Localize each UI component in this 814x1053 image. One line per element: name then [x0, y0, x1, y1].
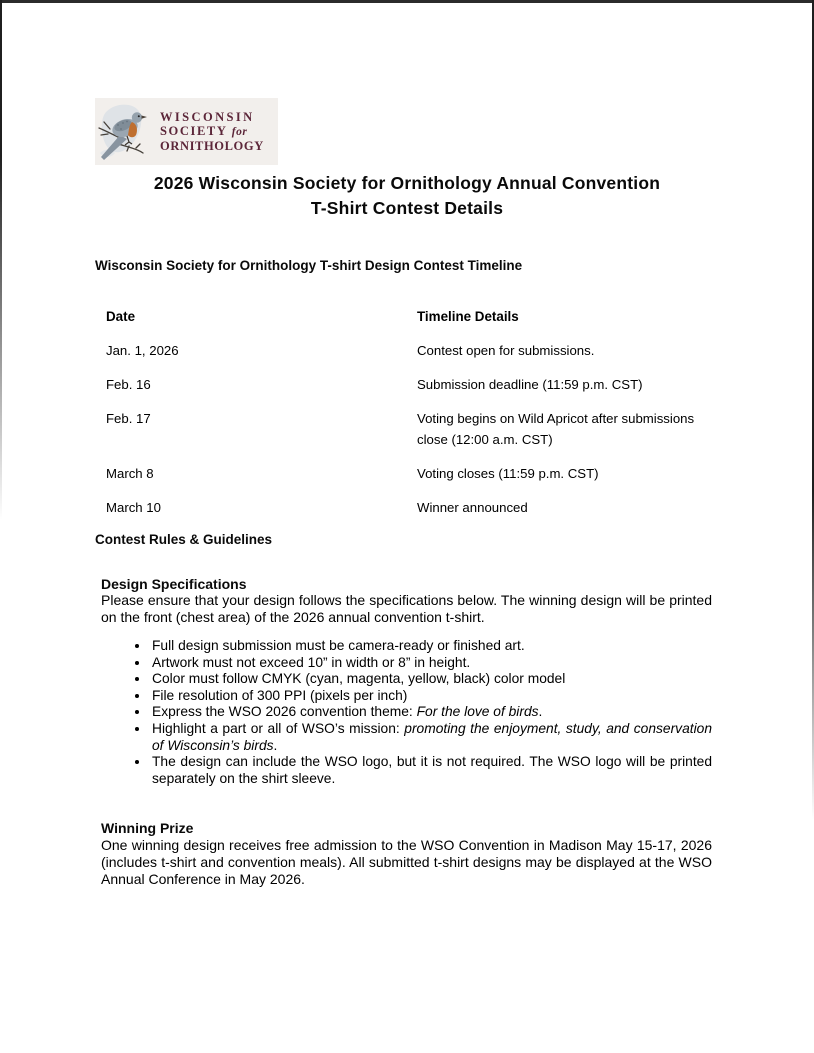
- logo-line-wisconsin: WISCONSIN: [160, 110, 255, 124]
- passenger-pigeon-icon: [95, 98, 156, 165]
- logo-for-word: for: [231, 126, 248, 138]
- timeline-details-cell: Voting closes (11:59 p.m. CST): [417, 466, 599, 481]
- timeline-details-cell: Submission deadline (11:59 p.m. CST): [417, 377, 643, 392]
- contest-rules-heading: Contest Rules & Guidelines: [95, 532, 273, 547]
- design-spec-item: • Express the WSO 2026 convention theme: For the love of birds.: [150, 704, 712, 721]
- wso-logo: [95, 98, 278, 165]
- design-spec-item: • Highlight a part or all of WSO’s mission: promoting the enjoyment, study, and conservation of Wisconsin’s birds.: [150, 721, 712, 754]
- window-top-edge: [0, 0, 814, 3]
- winning-prize-heading: Winning Prize: [101, 820, 194, 836]
- logo-line-society: SOCIETY for: [160, 124, 248, 138]
- timeline-date-cell: Jan. 1, 2026: [106, 343, 179, 358]
- winning-prize-body: One winning design receives free admission to the WSO Convention in Madison May 15-17, 2026 (includes t-shirt and convention meals). All submitted t-shirt designs may be displayed at the WSO Annual Conference in May 2026.: [101, 837, 712, 887]
- design-spec-item: • File resolution of 300 PPI (pixels per inch): [150, 688, 712, 705]
- timeline-details-cell: Voting begins on Wild Apricot after submissions close (12:00 a.m. CST): [417, 411, 695, 447]
- timeline-header-details: Timeline Details: [417, 309, 519, 324]
- document-title: [0, 171, 814, 220]
- design-spec-item: • Color must follow CMYK (cyan, magenta, yellow, black) color model: [150, 671, 712, 688]
- timeline-section-heading: Wisconsin Society for Ornithology T-shirt Design Contest Timeline: [95, 258, 523, 273]
- timeline-table: [106, 306, 696, 518]
- document-title-line1: 2026 Wisconsin Society for Ornithology Annual Convention: [153, 173, 661, 193]
- design-spec-item: • The design can include the WSO logo, but it is not required. The WSO logo will be printed separately on the shirt sleeve.: [150, 754, 712, 787]
- design-spec-item: • Artwork must not exceed 10” in width or 8” in height.: [150, 655, 712, 672]
- window-left-edge: [0, 0, 2, 520]
- timeline-date-cell: Feb. 16: [106, 377, 151, 392]
- design-specifications-heading: Design Specifications: [101, 576, 247, 592]
- design-specifications-section: [101, 576, 712, 787]
- design-specifications-list: [101, 638, 712, 787]
- design-specifications-intro: Please ensure that your design follows the specifications below. The winning design will be printed on the front (chest area) of the 2026 annual convention t-shirt.: [101, 592, 712, 625]
- wso-logo-wordmark: [160, 110, 264, 153]
- winning-prize-section: [101, 820, 712, 888]
- timeline-date-cell: March 10: [106, 500, 161, 515]
- timeline-header-date: Date: [106, 309, 136, 324]
- timeline-date-cell: March 8: [106, 466, 154, 481]
- logo-line-ornithology: ORNITHOLOGY: [160, 139, 264, 153]
- timeline-details-cell: Winner announced: [417, 500, 528, 515]
- design-spec-item: • Full design submission must be camera-ready or finished art.: [150, 638, 712, 655]
- timeline-details-cell: Contest open for submissions.: [417, 343, 595, 358]
- document-title-line2: T-Shirt Contest Details: [310, 197, 504, 218]
- timeline-date-cell: Feb. 17: [106, 411, 151, 426]
